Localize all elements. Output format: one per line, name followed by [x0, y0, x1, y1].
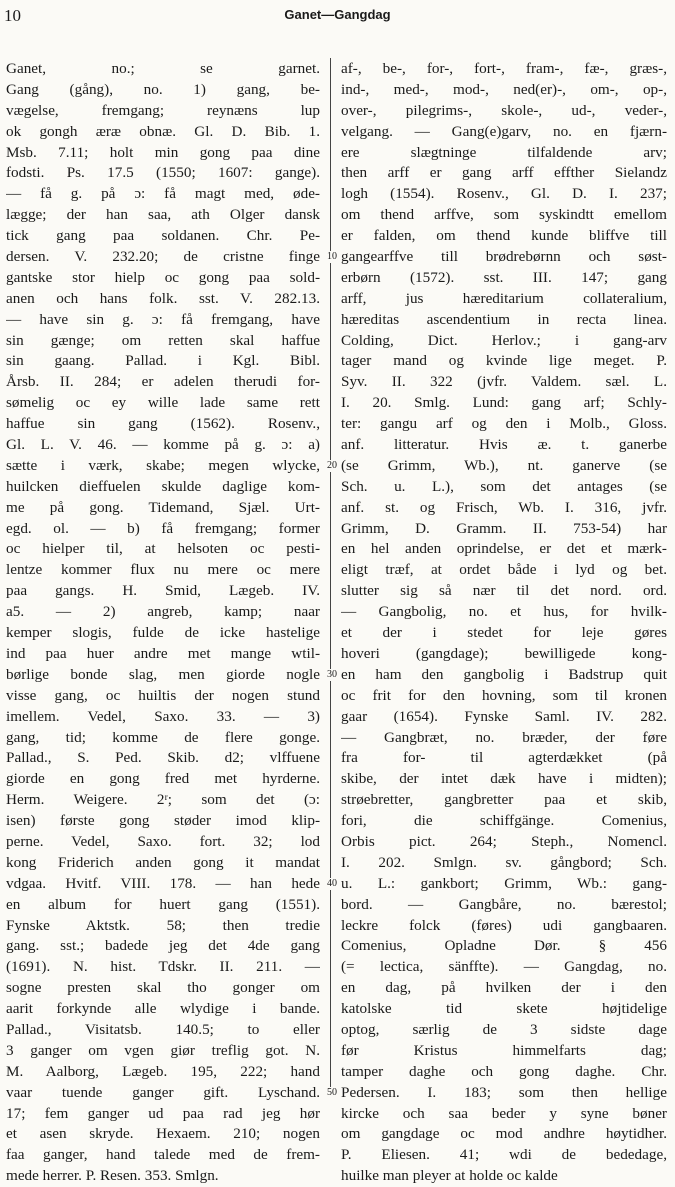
text-line: fodsti. Ps. 17.5 (1550; 1607: gange). — [6, 164, 320, 182]
text-line: anen och hans folk. sst. V. 282.13. — [6, 289, 320, 307]
text-line: katolske tid skete højtidelige — [341, 1000, 667, 1018]
text-line: Grimm, D. Gramm. II. 753-54) har — [341, 519, 667, 537]
text-line: dersen. V. 232.20; de cristne finge — [6, 248, 320, 266]
page-header — [0, 6, 675, 30]
text-line: Ganet, no.; se garnet. — [6, 60, 320, 77]
text-line: et asen skryde. Hexaem. 210; nogen — [6, 1125, 320, 1143]
text-line: Colding, Dict. Herlov.; i gang-arv — [341, 331, 667, 349]
text-line: Syv. II. 322 (jvfr. Valdem. sæl. L. — [341, 373, 667, 391]
text-line: vægelse, fremgang; reynæns lup — [6, 101, 320, 119]
text-line: fori, die schiffgänge. Comenius, — [341, 812, 667, 830]
text-line: Msb. 7.11; holt min gong paa dine — [6, 143, 320, 161]
text-line: then arff er gang arff effther Sielandz — [341, 164, 667, 182]
text-line: gaar (1654). Fynske Saml. IV. 282. — [341, 707, 667, 725]
text-line: a5. — 2) angreb, kamp; naar — [6, 603, 320, 621]
text-line: Herm. Weigere. 2ʳ; som det (ɔ: — [6, 791, 320, 809]
column-divider — [330, 58, 331, 1098]
text-line: strøebretter, gangbretter paa et skib, — [341, 791, 667, 809]
text-line: skibe, der intet dæk have i midten); — [341, 770, 667, 788]
text-line: isen) første gong støder imod klip- — [6, 812, 320, 830]
text-line: tick gang paa soldanen. Chr. Pe- — [6, 227, 320, 245]
text-line: gang, tid; komme de flere gonge. — [6, 728, 320, 746]
text-line: kong Friderich anden gong it mandat — [6, 853, 320, 871]
text-line: kemper slogis, fulde de icke hastelige — [6, 624, 320, 642]
line-number: 30 — [323, 669, 341, 681]
text-line: ter: gangu arf og den i Molb., Gloss. — [341, 415, 667, 433]
text-line: gantske stor hielp oc gong paa sold- — [6, 268, 320, 286]
text-line: vaar tuende ganger gift. Lyschand. — [6, 1083, 320, 1101]
text-line: 17; fem ganger ud paa rad jeg hør — [6, 1104, 320, 1122]
line-number: 10 — [323, 251, 341, 263]
text-line: 3 ganger om vgen giør treflig got. N. — [6, 1041, 320, 1059]
text-line: fra for- til agterdækket (på — [341, 749, 667, 767]
text-line: I. 20. Smlg. Lund: gang arf; Schly- — [341, 394, 667, 412]
text-line: (1691). N. hist. Tdskr. II. 211. — — [6, 958, 320, 976]
text-line: logh (1554). Rosenv., Gl. D. I. 237; — [341, 185, 667, 203]
text-line: Pedersen. I. 183; som then hellige — [341, 1083, 667, 1101]
text-line: Pallad., Visitatsb. 140.5; to eller — [6, 1020, 320, 1038]
running-head: Ganet—Gangdag — [284, 7, 391, 22]
text-line: om gangdage oc mod andhre høytidher. — [341, 1125, 667, 1143]
text-line: slutter sig så nær til det nord. ord. — [341, 582, 667, 600]
text-line: erbørn (1572). sst. III. 147; gang — [341, 268, 667, 286]
text-line: tager mand og kvinde lige meget. P. — [341, 352, 667, 370]
text-line: ind-, med-, mod-, ned(er)-, om-, op-, — [341, 80, 667, 98]
text-line: haffue sin gang (1562). Rosenv., — [6, 415, 320, 433]
text-line: over-, pilegrims-, skole-, ud-, veder-, — [341, 101, 667, 119]
text-line: hæreditas ascendentium in recta linea. — [341, 310, 667, 328]
text-line: kircke och saa beder y syne bøner — [341, 1104, 667, 1122]
text-line: Gl. L. V. 46. — komme på g. ɔ: a) — [6, 436, 320, 454]
text-line: huilke man pleyer at holde oc kalde — [341, 1167, 558, 1185]
text-line: bord. — Gangbåre, no. bærestol; — [341, 895, 667, 913]
text-line: mede herrer. P. Resen. 353. Smlgn. — [6, 1167, 219, 1185]
text-line: lentze kommer flux nu mere oc mere — [6, 561, 320, 579]
text-line: af-, be-, for-, fort-, fram-, fæ-, græs-, — [341, 60, 667, 77]
text-line: eligt træf, at ordet både i lyd og bet. — [341, 561, 667, 579]
text-line: før Kristus himmelfarts dag; — [341, 1041, 667, 1059]
text-line: perne. Vedel, Saxo. fort. 32; lod — [6, 832, 320, 850]
text-line: en ham den gangbolig i Badstrup quit — [341, 665, 667, 683]
text-line: P. Eliesen. 41; wdi de bededage, — [341, 1146, 667, 1164]
text-line: huilcken dieffuelen skulde daglige kom- — [6, 477, 320, 495]
line-number: 50 — [323, 1087, 341, 1099]
text-line: velgang. — Gang(e)garv, no. en fjærn- — [341, 122, 667, 140]
text-line: lægge; der han saa, ath Olger dansk — [6, 206, 320, 224]
text-line: leckre folck (føres) udi gangbaaren. — [341, 916, 667, 934]
text-line: optog, særlig de 3 sidste dage — [341, 1020, 667, 1038]
text-line: anf. litteratur. Hvis æ. t. ganerbe — [341, 436, 667, 454]
text-line: et der i stedet for leje gøres — [341, 624, 667, 642]
text-line: I. 202. Smlgn. sv. gångbord; Sch. — [341, 853, 667, 871]
text-line: sætte i værk, skabe; megen wlycke, — [6, 456, 320, 474]
line-number: 20 — [323, 460, 341, 472]
text-line: faa ganger, hand talede med de frem- — [6, 1146, 320, 1164]
text-line: anf. st. og Frisch, Wb. I. 316, jvfr. — [341, 498, 667, 516]
text-line: arff, jus hæreditarium collateralium, — [341, 289, 667, 307]
text-line: sømelig oc ey wille lade same rett — [6, 394, 320, 412]
text-line: — Gangbolig, no. et hus, for hvilk- — [341, 603, 667, 621]
text-line: en album for huert gang (1551). — [6, 895, 320, 913]
text-line: børlige bonde slag, men giorde nogle — [6, 665, 320, 683]
text-line: en hel anden oprindelse, er det et mærk- — [341, 540, 667, 558]
text-line: oc hielper til, at helsoten oc pesti- — [6, 540, 320, 558]
text-line: sin gænge; om retten skal haffue — [6, 331, 320, 349]
text-line: gangearffve till brødrebørnn och søst- — [341, 248, 667, 266]
left-column — [6, 59, 320, 1187]
text-line: oc frit for den hovning, som til kronen — [341, 686, 667, 704]
text-line: Årsb. II. 284; er adelen therudi for- — [6, 373, 320, 391]
text-line: aarit forkynde alle wlydige i bande. — [6, 1000, 320, 1018]
text-line: u. L.: gankbort; Grimm, Wb.: gang- — [341, 874, 667, 892]
text-line: me på gong. Tidemand, Sjæl. Urt- — [6, 498, 320, 516]
text-line: paa gangs. H. Smid, Lægeb. IV. — [6, 582, 320, 600]
text-line: — Gangbræt, no. bræder, der føre — [341, 728, 667, 746]
text-line: visse gang, oc huiltis der nogen stund — [6, 686, 320, 704]
text-line: en dag, på hvilken der i den — [341, 979, 667, 997]
text-line: giorde en gong fred met hyrderne. — [6, 770, 320, 788]
text-line: Orbis pict. 264; Steph., Nomencl. — [341, 832, 667, 850]
text-line: egd. ol. — b) få fremgang; former — [6, 519, 320, 537]
text-line: imellem. Vedel, Saxo. 33. — 3) — [6, 707, 320, 725]
text-line: sin gaang. Pallad. i Kgl. Bibl. — [6, 352, 320, 370]
text-line: om thend arffve, som syskindtt emellom — [341, 206, 667, 224]
text-line: er falden, om thend kunde bliffve till — [341, 227, 667, 245]
text-line: — få g. på ɔ: få magt med, øde- — [6, 185, 320, 203]
text-line: sogne presten skal tho gonger om — [6, 979, 320, 997]
text-line: vdgaa. Hvitf. VIII. 178. — han hede — [6, 874, 320, 892]
text-line: Sch. u. L.), som det antages (se — [341, 477, 667, 495]
text-line: Fynske Aktstk. 58; then tredie — [6, 916, 320, 934]
text-line: hoveri (gangdage); bewilligede kong- — [341, 644, 667, 662]
text-line: Pallad., S. Ped. Skib. d2; vlffuene — [6, 749, 320, 767]
text-line: (= lectica, sänffte). — Gangdag, no. — [341, 958, 667, 976]
line-number: 40 — [323, 878, 341, 890]
right-column — [341, 59, 667, 1187]
text-line: ere slægtninge tilfaldende arv; — [341, 143, 667, 161]
text-line: ok gongh æræ obnæ. Gl. D. Bib. 1. — [6, 122, 320, 140]
text-line: (se Grimm, Wb.), nt. ganerve (se — [341, 456, 667, 474]
text-line: Comenius, Opladne Dør. § 456 — [341, 937, 667, 955]
text-line: gang. sst.; badede jeg det 4de gang — [6, 937, 320, 955]
text-line: Gang (gång), no. 1) gang, be- — [6, 80, 320, 98]
page-number: 10 — [4, 6, 21, 25]
text-line: — have sin g. ɔ: få fremgang, have — [6, 310, 320, 328]
text-line: M. Aalborg, Lægeb. 195, 222; hand — [6, 1062, 320, 1080]
text-line: tamper daghe och gong daghe. Chr. — [341, 1062, 667, 1080]
text-line: ind paa huer andre met mange wtil- — [6, 644, 320, 662]
